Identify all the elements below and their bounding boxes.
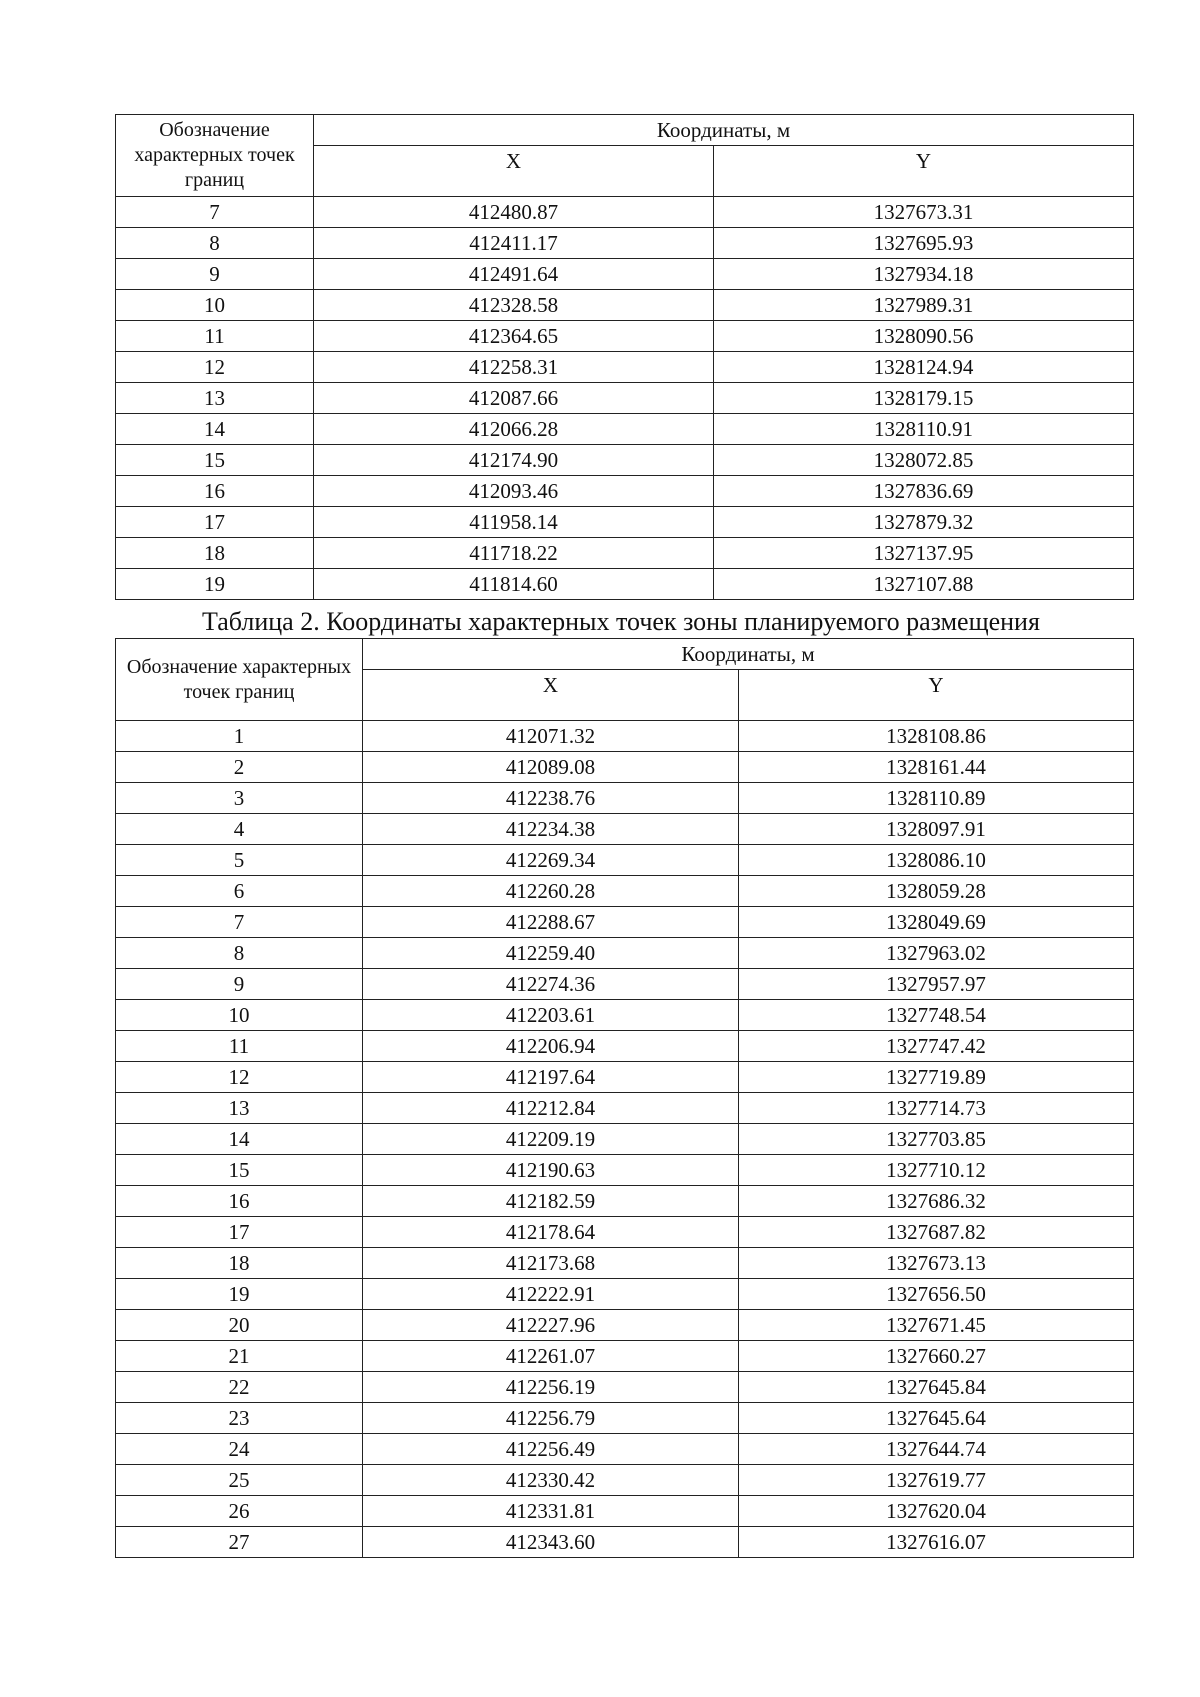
x-coordinate-cell: 412269.34 — [363, 845, 739, 876]
table-row — [116, 1000, 1134, 1031]
point-number-cell: 9 — [116, 259, 314, 290]
table-row — [116, 969, 1134, 1000]
table-row — [116, 383, 1134, 414]
y-coordinate-cell: 1327656.50 — [739, 1279, 1134, 1310]
table-body — [116, 721, 1134, 1558]
table-row — [116, 445, 1134, 476]
point-number-cell: 22 — [116, 1372, 363, 1403]
table-body — [116, 197, 1134, 600]
point-number-cell: 24 — [116, 1434, 363, 1465]
x-coordinate-cell: 412411.17 — [314, 228, 714, 259]
point-number-cell: 18 — [116, 538, 314, 569]
y-coordinate-cell: 1327963.02 — [739, 938, 1134, 969]
y-coordinate-cell: 1327673.31 — [714, 197, 1134, 228]
y-coordinate-cell: 1327686.32 — [739, 1186, 1134, 1217]
table-row — [116, 1093, 1134, 1124]
y-coordinate-cell: 1328179.15 — [714, 383, 1134, 414]
y-coordinate-cell: 1327879.32 — [714, 507, 1134, 538]
x-coordinate-cell: 412491.64 — [314, 259, 714, 290]
point-number-cell: 8 — [116, 938, 363, 969]
x-coordinate-cell: 412288.67 — [363, 907, 739, 938]
point-number-cell: 7 — [116, 907, 363, 938]
point-number-cell: 20 — [116, 1310, 363, 1341]
y-coordinate-cell: 1327836.69 — [714, 476, 1134, 507]
x-coordinate-cell: 412203.61 — [363, 1000, 739, 1031]
y-coordinate-cell: 1328124.94 — [714, 352, 1134, 383]
point-number-cell: 14 — [116, 414, 314, 445]
table-row — [116, 1496, 1134, 1527]
x-coordinate-cell: 412260.28 — [363, 876, 739, 907]
y-coordinate-cell: 1328097.91 — [739, 814, 1134, 845]
y-coordinate-cell: 1327645.84 — [739, 1372, 1134, 1403]
table-row — [116, 290, 1134, 321]
table-row — [116, 1062, 1134, 1093]
point-number-cell: 19 — [116, 569, 314, 600]
table-row — [116, 414, 1134, 445]
point-number-cell: 13 — [116, 1093, 363, 1124]
point-number-cell: 19 — [116, 1279, 363, 1310]
x-coordinate-cell: 412256.49 — [363, 1434, 739, 1465]
table-row — [116, 1031, 1134, 1062]
point-number-cell: 18 — [116, 1248, 363, 1279]
table-row — [116, 1465, 1134, 1496]
table-row — [116, 1527, 1134, 1558]
table-row — [116, 1279, 1134, 1310]
point-number-cell: 4 — [116, 814, 363, 845]
point-number-cell: 21 — [116, 1341, 363, 1372]
y-coordinate-cell: 1327989.31 — [714, 290, 1134, 321]
table-row — [116, 1248, 1134, 1279]
coordinates-table-1 — [115, 114, 1134, 600]
point-number-cell: 1 — [116, 721, 363, 752]
table-row — [116, 538, 1134, 569]
table-row — [116, 1434, 1134, 1465]
x-coordinate-cell: 412256.19 — [363, 1372, 739, 1403]
point-number-cell: 25 — [116, 1465, 363, 1496]
point-number-cell: 14 — [116, 1124, 363, 1155]
point-number-cell: 5 — [116, 845, 363, 876]
table-row — [116, 569, 1134, 600]
table-row — [116, 1341, 1134, 1372]
x-coordinate-cell: 412238.76 — [363, 783, 739, 814]
x-coordinate-cell: 412066.28 — [314, 414, 714, 445]
point-number-cell: 17 — [116, 507, 314, 538]
x-coordinate-cell: 412173.68 — [363, 1248, 739, 1279]
table-row — [116, 752, 1134, 783]
point-number-cell: 12 — [116, 1062, 363, 1093]
coordinates-table-2 — [115, 638, 1134, 1558]
point-number-cell: 11 — [116, 1031, 363, 1062]
table-row — [116, 845, 1134, 876]
y-coordinate-cell: 1327620.04 — [739, 1496, 1134, 1527]
y-coordinate-cell: 1328108.86 — [739, 721, 1134, 752]
table-row — [116, 1155, 1134, 1186]
y-coordinate-cell: 1327747.42 — [739, 1031, 1134, 1062]
point-number-cell: 15 — [116, 445, 314, 476]
x-coordinate-cell: 412209.19 — [363, 1124, 739, 1155]
table-row — [116, 938, 1134, 969]
y-coordinate-cell: 1327619.77 — [739, 1465, 1134, 1496]
x-coordinate-cell: 412256.79 — [363, 1403, 739, 1434]
table-2-caption: Таблица 2. Координаты характерных точек зоны планируемого размещения — [202, 607, 1040, 636]
point-number-cell: 16 — [116, 1186, 363, 1217]
table-row — [116, 1186, 1134, 1217]
y-coordinate-cell: 1327616.07 — [739, 1527, 1134, 1558]
point-number-cell: 8 — [116, 228, 314, 259]
y-coordinate-cell: 1327673.13 — [739, 1248, 1134, 1279]
y-coordinate-cell: 1327660.27 — [739, 1341, 1134, 1372]
x-header: X — [363, 670, 739, 721]
x-coordinate-cell: 412197.64 — [363, 1062, 739, 1093]
designation-header: Обозначение характерных точек границ — [116, 639, 363, 721]
x-coordinate-cell: 412259.40 — [363, 938, 739, 969]
table-row — [116, 814, 1134, 845]
x-coordinate-cell: 412261.07 — [363, 1341, 739, 1372]
table-row — [116, 352, 1134, 383]
y-coordinate-cell: 1327644.74 — [739, 1434, 1134, 1465]
x-coordinate-cell: 412071.32 — [363, 721, 739, 752]
x-coordinate-cell: 412328.58 — [314, 290, 714, 321]
coordinates-header: Координаты, м — [314, 115, 1134, 146]
y-coordinate-cell: 1328072.85 — [714, 445, 1134, 476]
x-coordinate-cell: 412182.59 — [363, 1186, 739, 1217]
table-row — [116, 721, 1134, 752]
table-row — [116, 1310, 1134, 1341]
y-coordinate-cell: 1328110.91 — [714, 414, 1134, 445]
y-coordinate-cell: 1327645.64 — [739, 1403, 1134, 1434]
table-row — [116, 876, 1134, 907]
y-coordinate-cell: 1327107.88 — [714, 569, 1134, 600]
point-number-cell: 10 — [116, 1000, 363, 1031]
y-coordinate-cell: 1328090.56 — [714, 321, 1134, 352]
table-row — [116, 1372, 1134, 1403]
y-coordinate-cell: 1327710.12 — [739, 1155, 1134, 1186]
y-coordinate-cell: 1327714.73 — [739, 1093, 1134, 1124]
table-row — [116, 228, 1134, 259]
x-coordinate-cell: 412331.81 — [363, 1496, 739, 1527]
y-coordinate-cell: 1327748.54 — [739, 1000, 1134, 1031]
x-coordinate-cell: 411814.60 — [314, 569, 714, 600]
y-coordinate-cell: 1328059.28 — [739, 876, 1134, 907]
y-coordinate-cell: 1327957.97 — [739, 969, 1134, 1000]
x-coordinate-cell: 412364.65 — [314, 321, 714, 352]
table-row — [116, 907, 1134, 938]
point-number-cell: 11 — [116, 321, 314, 352]
table-row — [116, 321, 1134, 352]
point-number-cell: 2 — [116, 752, 363, 783]
table-row — [116, 1217, 1134, 1248]
x-coordinate-cell: 412212.84 — [363, 1093, 739, 1124]
x-header: X — [314, 146, 714, 197]
point-number-cell: 17 — [116, 1217, 363, 1248]
y-header: Y — [739, 670, 1134, 721]
point-number-cell: 15 — [116, 1155, 363, 1186]
x-coordinate-cell: 412330.42 — [363, 1465, 739, 1496]
x-coordinate-cell: 412480.87 — [314, 197, 714, 228]
table-row — [116, 476, 1134, 507]
x-coordinate-cell: 412178.64 — [363, 1217, 739, 1248]
y-coordinate-cell: 1328161.44 — [739, 752, 1134, 783]
y-header: Y — [714, 146, 1134, 197]
y-coordinate-cell: 1328086.10 — [739, 845, 1134, 876]
y-coordinate-cell: 1327687.82 — [739, 1217, 1134, 1248]
point-number-cell: 3 — [116, 783, 363, 814]
y-coordinate-cell: 1327703.85 — [739, 1124, 1134, 1155]
point-number-cell: 23 — [116, 1403, 363, 1434]
y-coordinate-cell: 1328049.69 — [739, 907, 1134, 938]
x-coordinate-cell: 412190.63 — [363, 1155, 739, 1186]
point-number-cell: 10 — [116, 290, 314, 321]
point-number-cell: 9 — [116, 969, 363, 1000]
x-coordinate-cell: 412222.91 — [363, 1279, 739, 1310]
x-coordinate-cell: 412234.38 — [363, 814, 739, 845]
table-row — [116, 783, 1134, 814]
table-row — [116, 1124, 1134, 1155]
table-row — [116, 1403, 1134, 1434]
table-row — [116, 507, 1134, 538]
point-number-cell: 16 — [116, 476, 314, 507]
x-coordinate-cell: 412206.94 — [363, 1031, 739, 1062]
x-coordinate-cell: 412343.60 — [363, 1527, 739, 1558]
point-number-cell: 26 — [116, 1496, 363, 1527]
x-coordinate-cell: 412274.36 — [363, 969, 739, 1000]
table-row — [116, 197, 1134, 228]
x-coordinate-cell: 411718.22 — [314, 538, 714, 569]
x-coordinate-cell: 412087.66 — [314, 383, 714, 414]
x-coordinate-cell: 412258.31 — [314, 352, 714, 383]
y-coordinate-cell: 1328110.89 — [739, 783, 1134, 814]
x-coordinate-cell: 412093.46 — [314, 476, 714, 507]
point-number-cell: 13 — [116, 383, 314, 414]
point-number-cell: 7 — [116, 197, 314, 228]
designation-header: Обозначение характерных точек границ — [116, 115, 314, 197]
coordinates-header: Координаты, м — [363, 639, 1134, 670]
point-number-cell: 6 — [116, 876, 363, 907]
y-coordinate-cell: 1327934.18 — [714, 259, 1134, 290]
table-row — [116, 259, 1134, 290]
point-number-cell: 27 — [116, 1527, 363, 1558]
y-coordinate-cell: 1327695.93 — [714, 228, 1134, 259]
point-number-cell: 12 — [116, 352, 314, 383]
x-coordinate-cell: 412227.96 — [363, 1310, 739, 1341]
y-coordinate-cell: 1327137.95 — [714, 538, 1134, 569]
x-coordinate-cell: 411958.14 — [314, 507, 714, 538]
y-coordinate-cell: 1327671.45 — [739, 1310, 1134, 1341]
x-coordinate-cell: 412174.90 — [314, 445, 714, 476]
x-coordinate-cell: 412089.08 — [363, 752, 739, 783]
y-coordinate-cell: 1327719.89 — [739, 1062, 1134, 1093]
